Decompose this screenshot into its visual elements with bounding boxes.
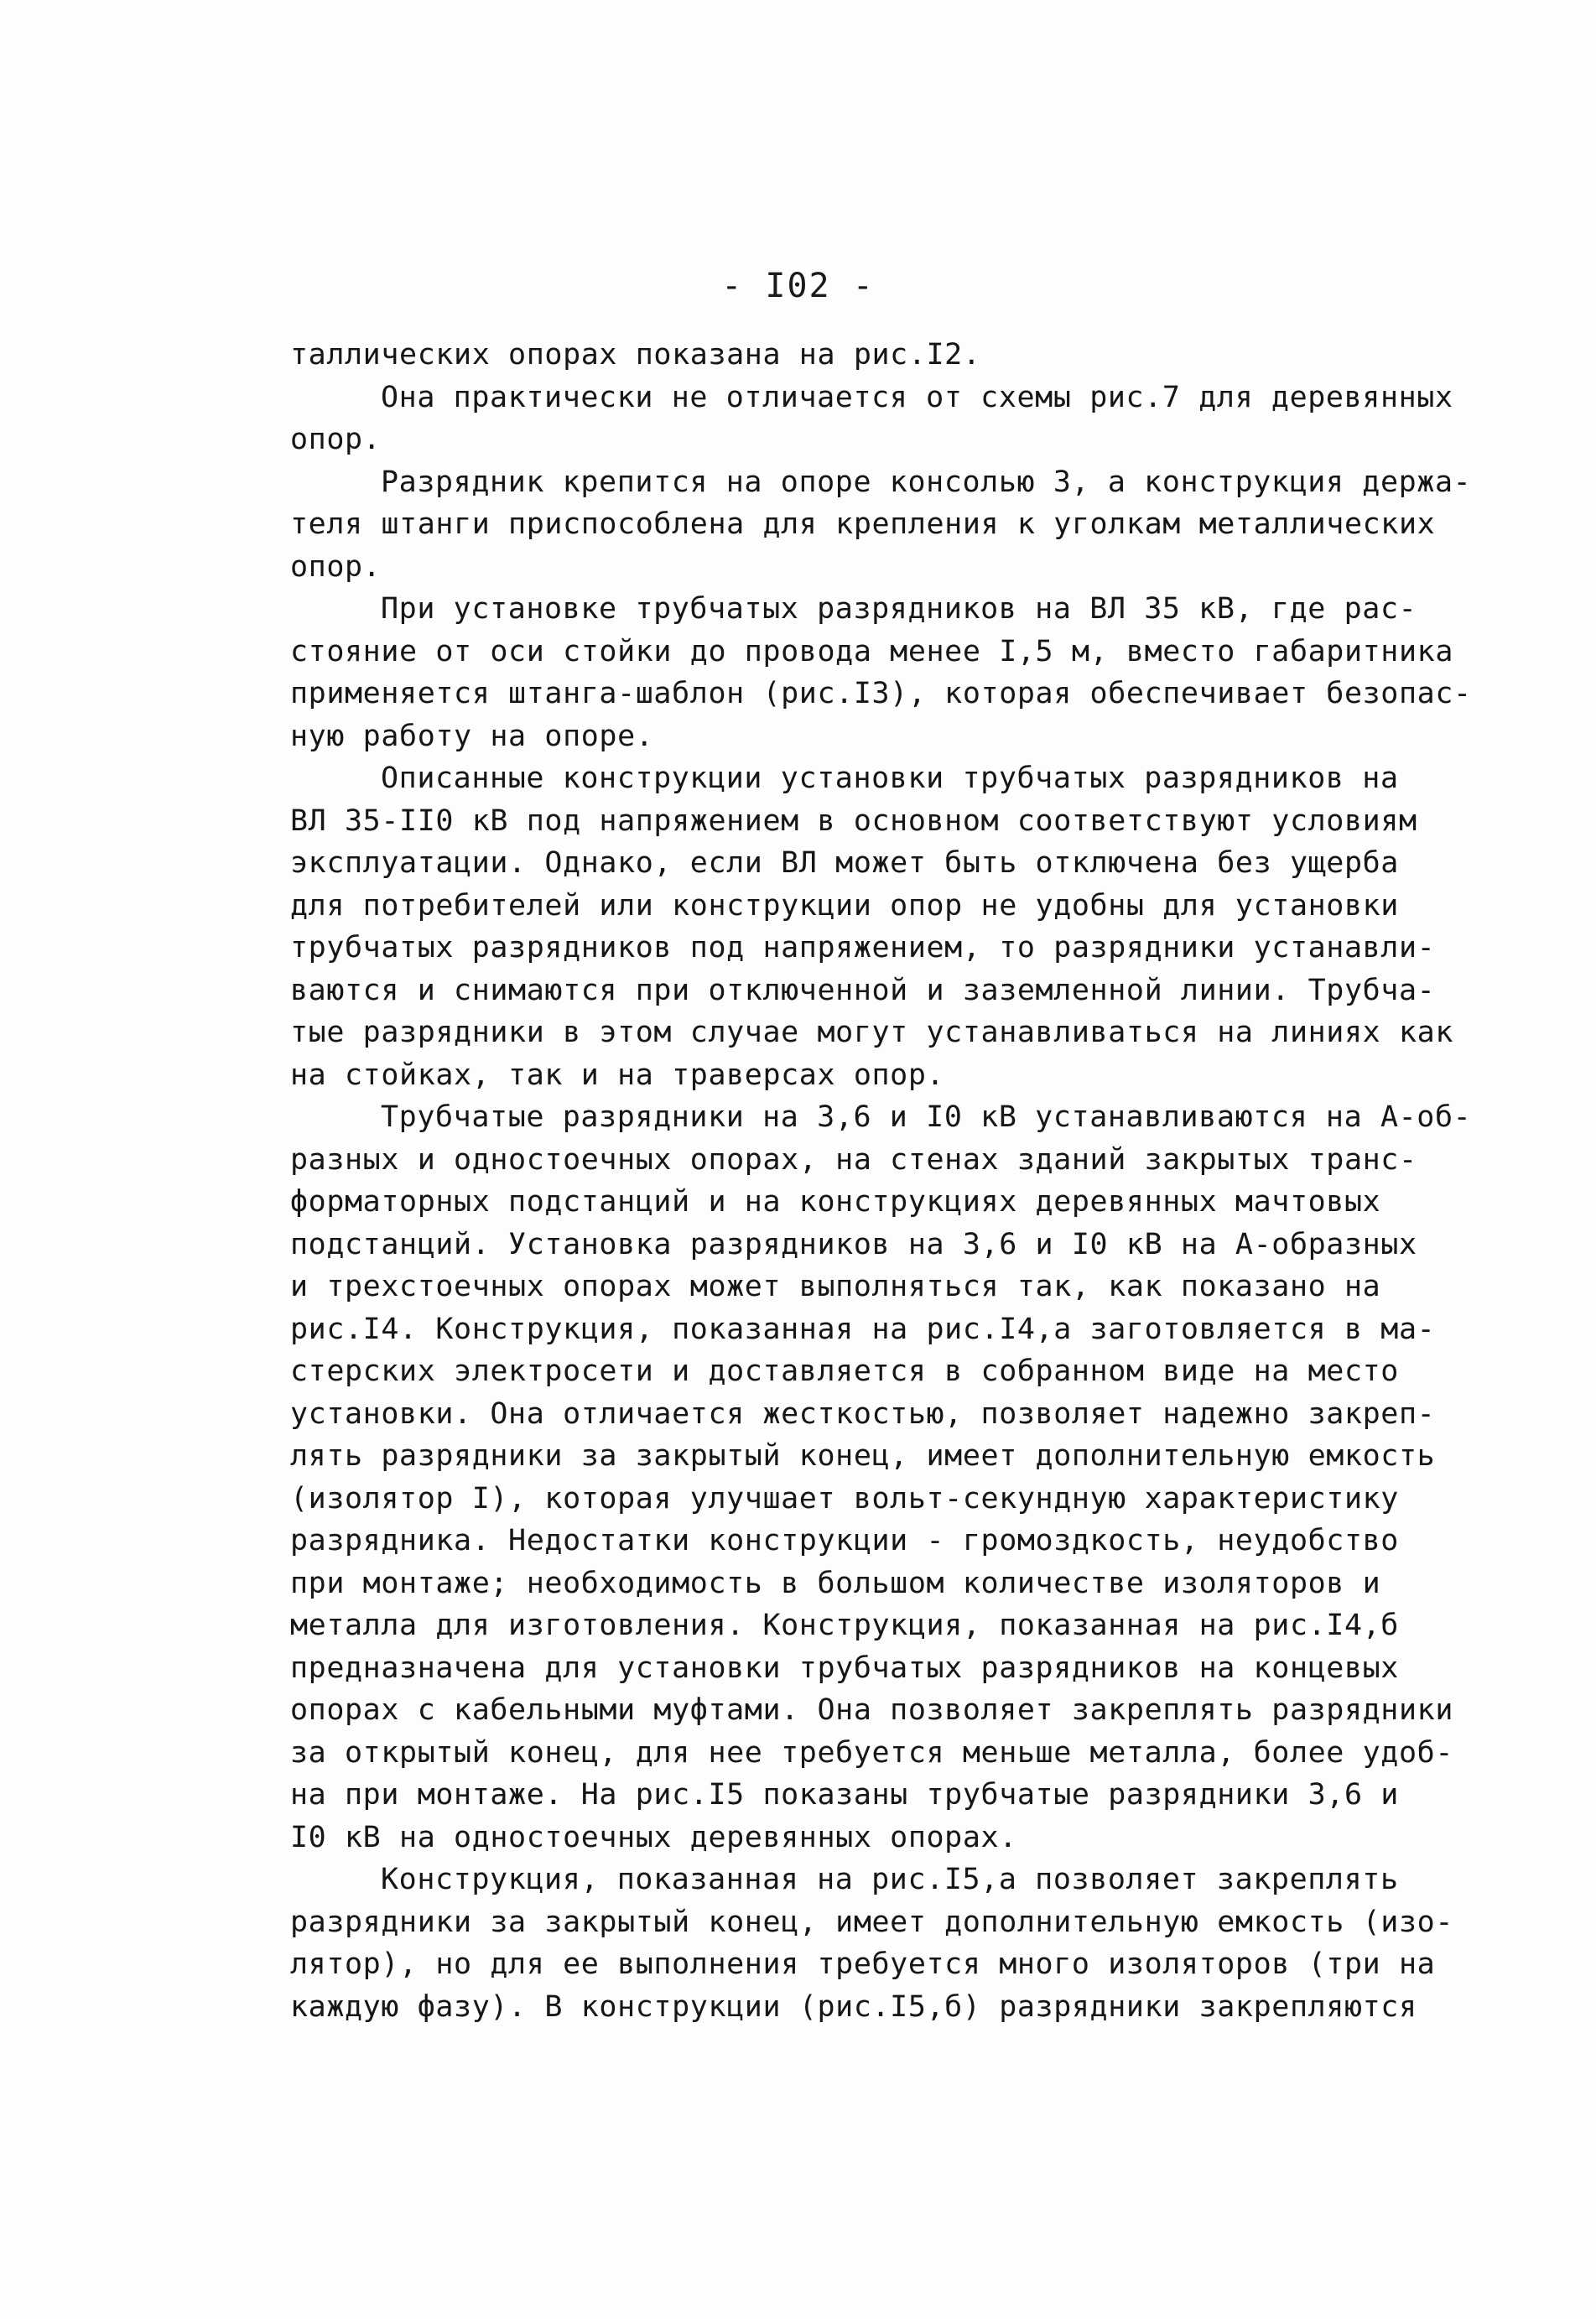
paragraph [290, 588, 1472, 757]
text-line: разных и одностоечных опорах, на стенах зданий закрытых транс- [290, 1142, 1417, 1177]
text-line: стояние от оси стойки до провода менее I,5 м, вместо габаритника [290, 634, 1453, 668]
text-line: Описанные конструкции установки трубчатых разрядников на [381, 762, 1399, 795]
paragraph [290, 461, 1472, 589]
paragraph [290, 757, 1453, 1096]
text-line: металла для изготовления. Конструкция, показанная на рис.I4,б [290, 1609, 1399, 1642]
text-line: (изолятор I), которая улучшает вольт-секундную характеристику [290, 1481, 1399, 1516]
text-line: предназначена для установки трубчатых разрядников на концевых [290, 1651, 1399, 1685]
text-line: подстанций. Установка разрядников на 3,6 и I0 кВ на А-образных [290, 1227, 1417, 1261]
paragraph [290, 377, 1453, 461]
text-line: лятор), но для ее выполнения требуется много изоляторов (три на [290, 1947, 1436, 1981]
text-line: за открытый конец, для нее требуется меньше металла, более удоб- [290, 1735, 1453, 1770]
text-line: Она практически не отличается от схемы рис.7 для деревянных [381, 380, 1453, 414]
text-line: каждую фазу). В конструкции (рис.I5,б) разрядники закрепляются [290, 1989, 1417, 2024]
page-number: - I02 - [721, 267, 875, 305]
text-line: форматорных подстанций и на конструкциях деревянных мачтовых [290, 1185, 1381, 1219]
text-line: эксплуатации. Однако, если ВЛ может быть отключена без ущерба [290, 846, 1399, 880]
text-line: разрядника. Недостатки конструкции - громоздкость, неудобство [290, 1524, 1399, 1557]
text-line: опорах с кабельными муфтами. Она позволяет закреплять разрядники [290, 1693, 1453, 1727]
text-line: установки. Она отличается жесткостью, позволяет надежно закреп- [290, 1396, 1436, 1431]
text-line: ваются и снимаются при отключенной и заземленной линии. Трубча- [290, 973, 1436, 1007]
text-line: для потребителей или конструкции опор не удобны для установки [290, 888, 1399, 923]
body-text [290, 334, 1472, 2028]
text-line: I0 кВ на одностоечных деревянных опорах. [290, 1820, 1017, 1854]
text-line: ВЛ 35-II0 кВ под напряжением в основном соответствуют условиям [290, 803, 1417, 838]
text-line: стерских электросети и доставляется в собранном виде на место [290, 1354, 1399, 1388]
text-line: на при монтаже. На рис.I5 показаны трубчатые разрядники 3,6 и [290, 1778, 1399, 1812]
text-line: Трубчатые разрядники на 3,6 и I0 кВ устанавливаются на А-об- [381, 1100, 1472, 1134]
text-line: лять разрядники за закрытый конец, имеет дополнительную емкость [290, 1439, 1436, 1473]
text-line: и трехстоечных опорах может выполняться так, как показано на [290, 1270, 1381, 1303]
paragraph [290, 1859, 1453, 2028]
text-line: рис.I4. Конструкция, показанная на рис.I4,а заготовляется в ма- [290, 1312, 1436, 1346]
text-line: на стойках, так и на траверсах опор. [290, 1058, 945, 1092]
text-line: трубчатых разрядников под напряжением, то разрядники устанавли- [290, 931, 1436, 965]
text-line: применяется штанга-шаблон (рис.I3), которая обеспечивает безопас- [290, 677, 1472, 710]
text-line: Разрядник крепится на опоре консолью 3, а конструкция держа- [381, 465, 1472, 499]
text-line: таллических опорах показана на рис.I2. [290, 338, 981, 372]
paragraph [290, 1096, 1472, 1859]
text-line: Конструкция, показанная на рис.I5,а позволяет закреплять [381, 1863, 1399, 1896]
text-line: тые разрядники в этом случае могут устанавливаться на линиях как [290, 1016, 1453, 1049]
text-line: теля штанги приспособлена для крепления к уголкам металлических [290, 507, 1436, 541]
text-line: опор. [290, 423, 382, 456]
text-line: при монтаже; необходимость в большом количестве изоляторов и [290, 1566, 1381, 1600]
text-line: разрядники за закрытый конец, имеет дополнительную емкость (изо- [290, 1905, 1453, 1939]
text-line: При установке трубчатых разрядников на ВЛ 35 кВ, где рас- [381, 592, 1417, 626]
paragraph-continuation [290, 334, 1431, 377]
text-line: ную работу на опоре. [290, 719, 654, 753]
text-line: опор. [290, 549, 382, 584]
